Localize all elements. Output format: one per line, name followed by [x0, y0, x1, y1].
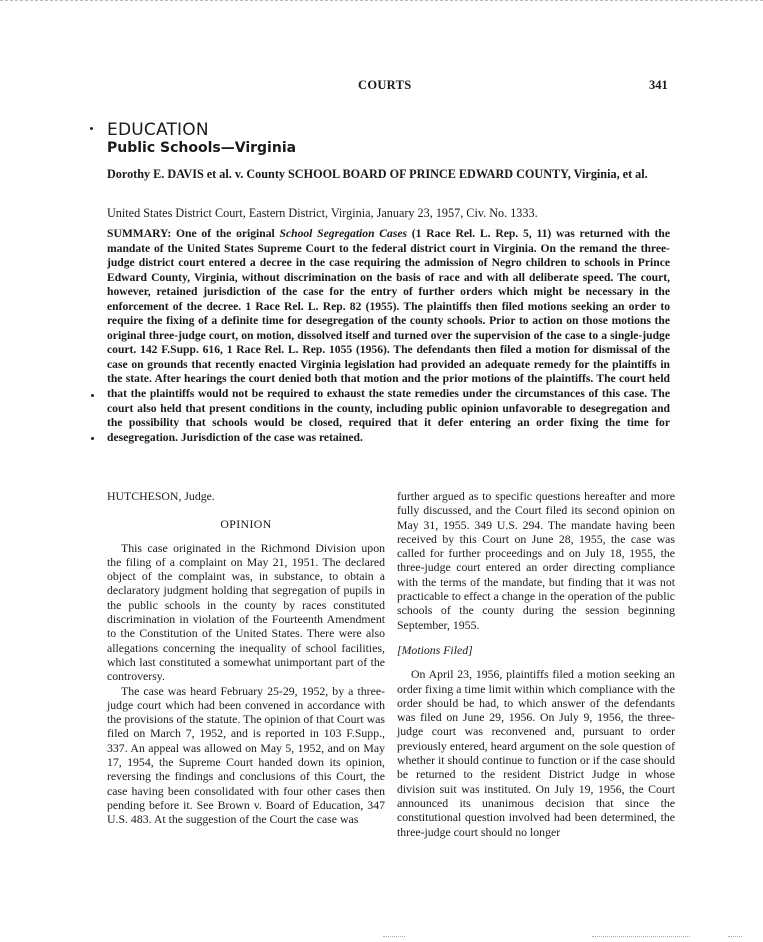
summary-text: (1 Race Rel. L. Rep. 5, 11) was returned with the mandate of the United States Supreme Court to the federal district court in Virginia. On the remand the three-judge district court entered a decree in the case requiring the admission of Negro children to schools in Prince Edward County, Virginia, without discrimination on the basis of race and with all deliberate speed. The court, however, retained jurisdiction of the case for the entry of further orders which might be necessary in the enforcement of the decree. 1 Race Rel. L. Rep. 82 (1955). The plaintiffs then filed motions seeking an order to require the fixing of a definite time for desegregation of the county schools. Prior to action on those motions the original three-judge court, on motion, dissolved itself and turned over the supervision of the case to a single-judge court. 142 F.Supp. 616, 1 Race Rel. L. Rep. 1055 (1956). The defendants then filed a motion for dismissal of the case on grounds that recently enacted Virginia legislation had provided an adequate remedy for the plaintiffs in the state. After hearings the court denied both that motion and the prior motions of the plaintiffs. The court held that the plaintiffs would not be required to exhaust the state remedies under the circumstances of this case. The court also held that present conditions in the county, including public opinion unfavorable to desegregation and the possibility that schools would be closed, required that it defer entering an order fixing the time for desegregation. Jurisdiction of the case was retained.	[107, 227, 671, 444]
opinion-paragraph: The case was heard February 25-29, 1952, by a three-judge court which had been convened in accordance with the provisions of the statute. The opinion of that Court was filed on March 7, 1952, and is reported in 103 F.Supp., 337. An appeal was allowed on May 5, 1952, and on May 17, 1954, the Supreme Court handed down its opinion, reversing the findings and conclusions of this Court, the case having been consolidated with four other cases then pending before it. See Brown v. Board of Education, 347 U.S. 483. At the suggestion of the Court the case was	[107, 683, 385, 827]
case-summary	[107, 227, 670, 445]
page-number: 341	[649, 78, 668, 92]
opinion-heading: OPINION	[220, 517, 272, 532]
margin-dot	[91, 437, 94, 440]
right-column	[397, 489, 675, 839]
margin-dot	[90, 127, 93, 130]
footer-mark	[383, 936, 405, 939]
running-head-title: COURTS	[358, 78, 412, 92]
footer-mark	[592, 936, 690, 939]
running-head	[0, 78, 763, 94]
opinion-paragraph-continued: further argued as to specific questions hereafter and more fully discussed, and the Court filed its second opinion on May 31, 1955. 349 U.S. 294. The mandate having been received by this Court on June 28, 1955, the case was called for further proceedings and on July 18, 1955, the three-judge court entered an order directing compliance with the terms of the mandate, but finding that it was not practicable to effect a change in the operation of the public schools of the county during the session beginning September, 1955.	[397, 489, 675, 632]
section-heading	[107, 120, 296, 157]
section-subtitle: Public Schools—Virginia	[107, 140, 297, 156]
summary-intro: One of the original	[176, 227, 275, 240]
footer-mark	[728, 936, 742, 939]
opinion-paragraph: This case originated in the Richmond Division upon the filing of a complaint on May 21, 1951. The declared object of the complaint was, in substance, to obtain a declaratory judgment holding that segregation of pupils in the public schools in the county by races constituted discrimination in violation of the Fourteenth Amendment to the Constitution of the United States. There were also allegations concerning the inequality of school facilities, which last constituted a somewhat unimportant part of the controversy.	[107, 540, 385, 684]
summary-case-name: School Segregation Cases	[279, 227, 407, 240]
motions-filed-subheading: [Motions Filed]	[397, 642, 473, 657]
top-edge-dashes	[0, 0, 763, 1]
margin-dot	[91, 394, 94, 397]
left-column	[107, 489, 385, 827]
summary-label: SUMMARY:	[107, 227, 172, 240]
court-citation: United States District Court, Eastern District, Virginia, January 23, 1957, Civ. No. 1333.	[107, 206, 538, 220]
opinion-paragraph: On April 23, 1956, plaintiffs filed a motion seeking an order fixing a time limit within which compliance with the order should be had, to which answer of the defendants was filed on June 29, 1956. On July 9, 1956, the three-judge court was reconvened and, pursuant to order previously entered, heard argument on the sole question of whether it should continue to function or if the case should be returned to the resident District Judge in whose division suit was instituted. On July 19, 1956, the Court announced its unanimous decision that since the constitutional question involved had been determined, the three-judge court should no longer	[397, 667, 675, 839]
section-title: EDUCATION	[107, 120, 209, 140]
judge-name: HUTCHESON, Judge.	[107, 489, 215, 503]
case-title: Dorothy E. DAVIS et al. v. County SCHOOL BOARD OF PRINCE EDWARD COUNTY, Virginia, et al.	[107, 167, 648, 181]
